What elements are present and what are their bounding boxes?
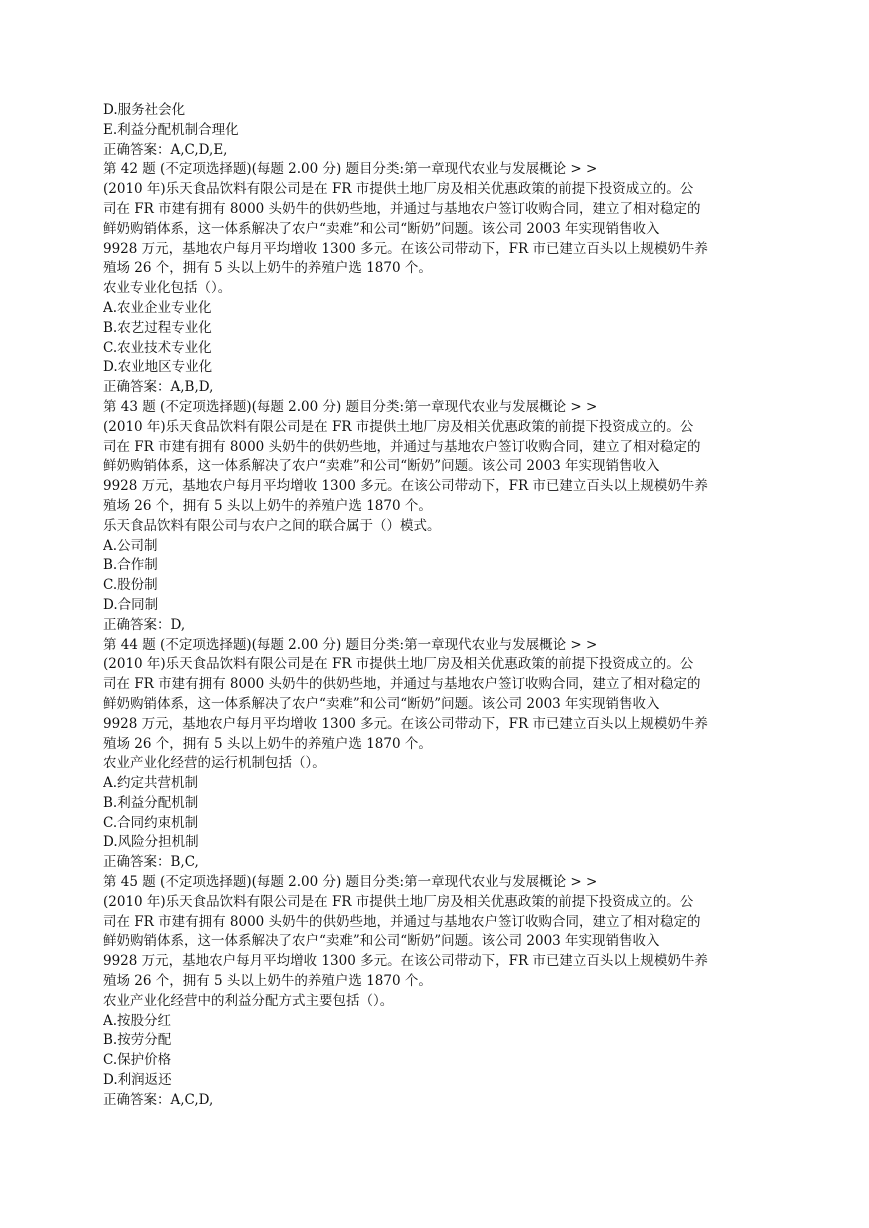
option-b: B.利益分配机制 (103, 794, 199, 811)
option-c: C.保护价格 (103, 1052, 172, 1069)
correct-answer: 正确答案：A,C,D,E, (103, 141, 228, 158)
document-page (103, 101, 769, 1111)
previous-question-tail (103, 101, 769, 160)
stem-line: 殖场 26 个，拥有 5 头以上奶牛的养殖户选 1870 个。 (103, 973, 432, 990)
option-a: A.按股分红 (103, 1012, 172, 1029)
option-d: D.利润返还 (103, 1072, 172, 1089)
question-42 (103, 160, 769, 398)
question-header: 第 42 题 (不定项选择题)(每题 2.00 分) 题目分类:第一章现代农业与发展概论 > > (103, 161, 598, 178)
stem-line: 鲜奶购销体系，这一体系解决了农户“卖难”和公司“断奶”问题。该公司 2003 年实现销售收入 (103, 695, 660, 712)
stem-line: (2010 年)乐天食品饮料有限公司是在 FR 市提供土地厂房及相关优惠政策的前提下投资成立的。公 (103, 656, 694, 673)
stem-line: 鲜奶购销体系，这一体系解决了农户“卖难”和公司“断奶”问题。该公司 2003 年实现销售收入 (103, 933, 660, 950)
stem-line: 鲜奶购销体系，这一体系解决了农户“卖难”和公司“断奶”问题。该公司 2003 年实现销售收入 (103, 458, 660, 475)
stem-line: 殖场 26 个，拥有 5 头以上奶牛的养殖户选 1870 个。 (103, 497, 432, 514)
stem-line: (2010 年)乐天食品饮料有限公司是在 FR 市提供土地厂房及相关优惠政策的前提下投资成立的。公 (103, 418, 694, 435)
question-text: 乐天食品饮料有限公司与农户之间的联合属于（）模式。 (103, 517, 441, 534)
question-header: 第 45 题 (不定项选择题)(每题 2.00 分) 题目分类:第一章现代农业与发展概论 > > (103, 874, 598, 891)
option-c: C.农业技术专业化 (103, 339, 212, 356)
option-a: A.农业企业专业化 (103, 299, 212, 316)
question-44 (103, 636, 769, 874)
question-header: 第 44 题 (不定项选择题)(每题 2.00 分) 题目分类:第一章现代农业与发展概论 > > (103, 636, 598, 653)
question-text: 农业产业化经营中的利益分配方式主要包括（）。 (103, 992, 394, 1009)
option-e: E.利益分配机制合理化 (103, 121, 239, 138)
option-d: D.风险分担机制 (103, 834, 199, 851)
option-c: C.合同约束机制 (103, 814, 199, 831)
question-stem (103, 893, 769, 992)
stem-line: 司在 FR 市建有拥有 8000 头奶牛的供奶些地，并通过与基地农户签订收购合同，建立了相对稳定的 (103, 438, 701, 455)
correct-answer: 正确答案：D, (103, 616, 186, 633)
stem-line: 司在 FR 市建有拥有 8000 头奶牛的供奶些地，并通过与基地农户签订收购合同，建立了相对稳定的 (103, 200, 701, 217)
stem-line: 殖场 26 个，拥有 5 头以上奶牛的养殖户选 1870 个。 (103, 260, 432, 277)
correct-answer: 正确答案：B,C, (103, 854, 199, 871)
option-d: D.服务社会化 (103, 102, 186, 118)
stem-line: 9928 万元，基地农户每月平均增收 1300 多元。在该公司带动下，FR 市已建立百头以上规模奶牛养 (103, 240, 708, 257)
stem-line: 9928 万元，基地农户每月平均增收 1300 多元。在该公司带动下，FR 市已建立百头以上规模奶牛养 (103, 953, 708, 970)
question-text: 农业专业化包括（）。 (103, 280, 232, 297)
question-stem (103, 180, 769, 279)
stem-line: (2010 年)乐天食品饮料有限公司是在 FR 市提供土地厂房及相关优惠政策的前提下投资成立的。公 (103, 181, 694, 198)
correct-answer: 正确答案：A,C,D, (103, 1091, 214, 1108)
question-text: 农业产业化经营的运行机制包括（）。 (103, 755, 326, 772)
option-b: B.合作制 (103, 557, 158, 574)
stem-line: 殖场 26 个，拥有 5 头以上奶牛的养殖户选 1870 个。 (103, 735, 432, 752)
question-stem (103, 418, 769, 517)
stem-line: 司在 FR 市建有拥有 8000 头奶牛的供奶些地，并通过与基地农户签订收购合同，建立了相对稳定的 (103, 913, 701, 930)
option-b: B.按劳分配 (103, 1032, 172, 1049)
option-b: B.农艺过程专业化 (103, 319, 212, 336)
option-a: A.公司制 (103, 537, 158, 554)
option-d: D.合同制 (103, 596, 159, 613)
stem-line: 9928 万元，基地农户每月平均增收 1300 多元。在该公司带动下，FR 市已建立百头以上规模奶牛养 (103, 715, 708, 732)
stem-line: 司在 FR 市建有拥有 8000 头奶牛的供奶些地，并通过与基地农户签订收购合同，建立了相对稳定的 (103, 676, 701, 693)
question-43 (103, 398, 769, 636)
stem-line: 鲜奶购销体系，这一体系解决了农户“卖难”和公司“断奶”问题。该公司 2003 年实现销售收入 (103, 220, 660, 237)
option-c: C.股份制 (103, 577, 158, 594)
question-stem (103, 655, 769, 754)
option-a: A.约定共营机制 (103, 775, 199, 792)
question-header: 第 43 题 (不定项选择题)(每题 2.00 分) 题目分类:第一章现代农业与发展概论 > > (103, 398, 598, 415)
stem-line: 9928 万元，基地农户每月平均增收 1300 多元。在该公司带动下，FR 市已建立百头以上规模奶牛养 (103, 478, 708, 495)
correct-answer: 正确答案：A,B,D, (103, 379, 214, 396)
stem-line: (2010 年)乐天食品饮料有限公司是在 FR 市提供土地厂房及相关优惠政策的前提下投资成立的。公 (103, 893, 694, 910)
question-45 (103, 873, 769, 1111)
option-d: D.农业地区专业化 (103, 359, 213, 376)
